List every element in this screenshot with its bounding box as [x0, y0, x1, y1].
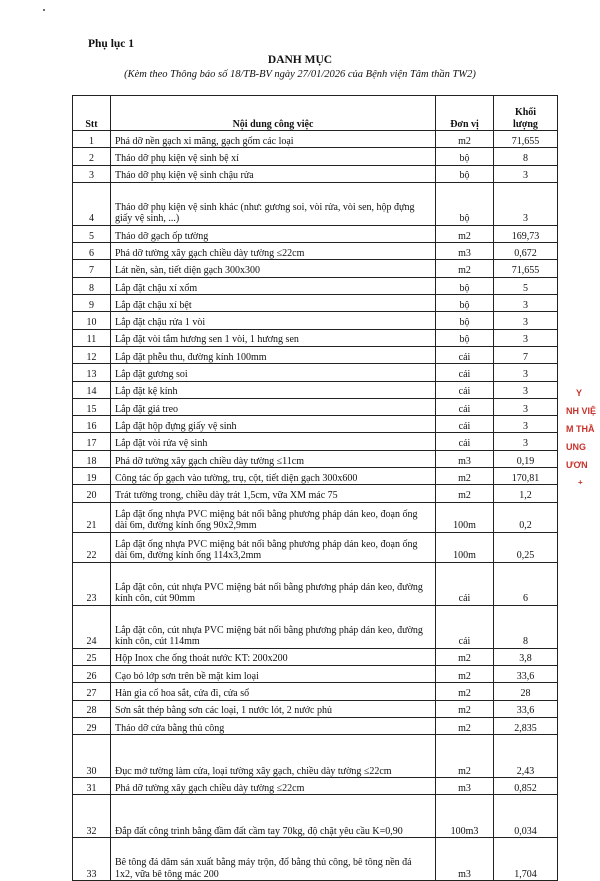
table-row — [73, 700, 558, 717]
row-unit: bộ — [436, 165, 494, 182]
row-quantity: 3 — [494, 433, 558, 450]
row-description: Phá dỡ nền gạch xi măng, gạch gốm các loại — [111, 131, 436, 148]
row-unit: 100m — [436, 502, 494, 532]
header-quantity-line2: lượng — [513, 118, 538, 130]
row-quantity: 169,73 — [494, 225, 558, 242]
row-quantity: 3 — [494, 398, 558, 415]
row-unit: m2 — [436, 648, 494, 665]
row-quantity: 3 — [494, 182, 558, 225]
stamp-text-line: UNG ƯƠN — [566, 442, 588, 470]
red-stamp-fragment — [566, 384, 600, 484]
row-description: Phá dỡ tường xây gạch chiều dày tường ≤22cm — [111, 243, 436, 260]
row-stt: 18 — [73, 450, 111, 467]
stamp-text-line: NH VIỆ — [566, 406, 597, 416]
row-stt: 17 — [73, 433, 111, 450]
row-description: Lắp đặt ống nhựa PVC miệng bát nối bằng phương pháp dán keo, đoạn ống dài 6m, đường kính ống 90x2,9mm — [111, 502, 436, 532]
row-stt: 3 — [73, 165, 111, 182]
row-stt: 13 — [73, 364, 111, 381]
row-description: Lắp đặt chậu xí xổm — [111, 277, 436, 294]
row-stt: 28 — [73, 700, 111, 717]
row-quantity: 1,2 — [494, 485, 558, 502]
row-stt: 1 — [73, 131, 111, 148]
table-row — [73, 562, 558, 605]
row-unit: m2 — [436, 665, 494, 682]
row-stt: 4 — [73, 182, 111, 225]
table-header-row — [73, 96, 558, 131]
header-quantity-line1: Khối — [514, 107, 537, 118]
row-quantity: 0,034 — [494, 795, 558, 838]
table-row — [73, 485, 558, 502]
row-stt: 2 — [73, 148, 111, 165]
table-row — [73, 665, 558, 682]
row-stt: 23 — [73, 562, 111, 605]
row-description: Hộp Inox che ống thoát nước KT: 200x200 — [111, 648, 436, 665]
table-row — [73, 795, 558, 838]
table-row — [73, 838, 558, 881]
row-description: Tháo dỡ gạch ốp tường — [111, 225, 436, 242]
header-quantity — [494, 96, 558, 131]
row-stt: 14 — [73, 381, 111, 398]
table-row — [73, 295, 558, 312]
row-stt: 19 — [73, 468, 111, 485]
row-stt: 22 — [73, 532, 111, 562]
row-description: Lắp đặt hộp đựng giấy vệ sinh — [111, 416, 436, 433]
table-row — [73, 165, 558, 182]
row-quantity: 3 — [494, 165, 558, 182]
row-unit: 100m — [436, 532, 494, 562]
header-unit: Đơn vị — [436, 96, 494, 131]
row-description: Tháo dỡ phụ kiện vệ sinh bệ xí — [111, 148, 436, 165]
row-stt: 32 — [73, 795, 111, 838]
row-quantity: 0,672 — [494, 243, 558, 260]
table-row — [73, 260, 558, 277]
row-description: Lắp đặt vòi rửa vệ sinh — [111, 433, 436, 450]
row-description: Lắp đặt côn, cút nhựa PVC miệng bát nối bằng phương pháp dán keo, đường kính côn, cút 90mm — [111, 562, 436, 605]
row-unit: bộ — [436, 329, 494, 346]
row-stt: 30 — [73, 735, 111, 778]
row-quantity: 3 — [494, 312, 558, 329]
row-stt: 5 — [73, 225, 111, 242]
table-row — [73, 717, 558, 734]
table-row — [73, 468, 558, 485]
row-description: Lắp đặt phễu thu, đường kính 100mm — [111, 346, 436, 363]
table-row — [73, 735, 558, 778]
row-description: Trát tường trong, chiều dày trát 1,5cm, vữa XM mác 75 — [111, 485, 436, 502]
row-stt: 33 — [73, 838, 111, 881]
row-unit: cái — [436, 364, 494, 381]
row-stt: 15 — [73, 398, 111, 415]
row-quantity: 3 — [494, 364, 558, 381]
row-stt: 11 — [73, 329, 111, 346]
table-row — [73, 148, 558, 165]
row-quantity: 33,6 — [494, 700, 558, 717]
row-unit: m2 — [436, 717, 494, 734]
table-row — [73, 277, 558, 294]
row-description: Phá dỡ tường xây gạch chiều dày tường ≤22cm — [111, 778, 436, 795]
row-description: Lắp đặt vòi tắm hương sen 1 vòi, 1 hương sen — [111, 329, 436, 346]
table-row — [73, 502, 558, 532]
table-row — [73, 683, 558, 700]
row-description: Đục mở tường làm cửa, loại tường xây gạch, chiều dày tường ≤22cm — [111, 735, 436, 778]
stamp-text-line: Y — [576, 388, 583, 398]
row-quantity: 3 — [494, 295, 558, 312]
row-unit: bộ — [436, 148, 494, 165]
row-unit: m2 — [436, 683, 494, 700]
table-row — [73, 312, 558, 329]
row-stt: 21 — [73, 502, 111, 532]
row-unit: cái — [436, 398, 494, 415]
row-description: Tháo dỡ phụ kiện vệ sinh khác (như: gương soi, vòi rửa, vòi sen, hộp đựng giấy vệ sinh, ...) — [111, 182, 436, 225]
row-unit: cái — [436, 562, 494, 605]
row-quantity: 5 — [494, 277, 558, 294]
table-row — [73, 243, 558, 260]
row-stt: 9 — [73, 295, 111, 312]
table-row — [73, 225, 558, 242]
table-row — [73, 450, 558, 467]
row-quantity: 3 — [494, 381, 558, 398]
table-row — [73, 182, 558, 225]
row-stt: 29 — [73, 717, 111, 734]
row-quantity: 170,81 — [494, 468, 558, 485]
row-unit: m2 — [436, 700, 494, 717]
row-quantity: 71,655 — [494, 260, 558, 277]
row-unit: cái — [436, 381, 494, 398]
row-description: Lắp đặt gương soi — [111, 364, 436, 381]
row-unit: 100m3 — [436, 795, 494, 838]
row-quantity: 2,835 — [494, 717, 558, 734]
row-unit: m3 — [436, 243, 494, 260]
row-quantity: 0,19 — [494, 450, 558, 467]
stamp-text-line: + — [578, 478, 583, 484]
row-stt: 27 — [73, 683, 111, 700]
table-row — [73, 346, 558, 363]
row-unit: m2 — [436, 735, 494, 778]
header-stt: Stt — [73, 96, 111, 131]
row-quantity: 71,655 — [494, 131, 558, 148]
row-description: Tháo dỡ phụ kiện vệ sinh chậu rửa — [111, 165, 436, 182]
row-unit: m3 — [436, 838, 494, 881]
row-quantity: 1,704 — [494, 838, 558, 881]
row-description: Hàn gia cố hoa sắt, cửa đi, cửa sổ — [111, 683, 436, 700]
row-quantity: 0,25 — [494, 532, 558, 562]
row-quantity: 2,43 — [494, 735, 558, 778]
table-row — [73, 381, 558, 398]
row-stt: 31 — [73, 778, 111, 795]
row-stt: 20 — [73, 485, 111, 502]
table-row — [73, 532, 558, 562]
row-unit: m3 — [436, 450, 494, 467]
row-stt: 26 — [73, 665, 111, 682]
row-unit: cái — [436, 605, 494, 648]
row-stt: 25 — [73, 648, 111, 665]
row-unit: m2 — [436, 468, 494, 485]
row-stt: 6 — [73, 243, 111, 260]
row-quantity: 3 — [494, 416, 558, 433]
row-unit: m2 — [436, 131, 494, 148]
row-quantity: 8 — [494, 605, 558, 648]
row-stt: 16 — [73, 416, 111, 433]
row-quantity: 0,852 — [494, 778, 558, 795]
row-quantity: 8 — [494, 148, 558, 165]
row-description: Lắp đặt giá treo — [111, 398, 436, 415]
row-description: Bê tông đá dăm sản xuất bằng máy trộn, đổ bằng thủ công, bê tông nền đá 1x2, vữa bê tông mác 200 — [111, 838, 436, 881]
document-title: DANH MỤC — [267, 54, 333, 66]
row-description: Lắp đặt côn, cút nhựa PVC miệng bát nối bằng phương pháp dán keo, đường kính côn, cút 114mm — [111, 605, 436, 648]
row-unit: cái — [436, 346, 494, 363]
row-unit: bộ — [436, 277, 494, 294]
table-row — [73, 364, 558, 381]
row-description: Lắp đặt chậu rửa 1 vòi — [111, 312, 436, 329]
table-row — [73, 648, 558, 665]
row-description: Lắp đặt kệ kính — [111, 381, 436, 398]
row-unit: m2 — [436, 260, 494, 277]
row-quantity: 3,8 — [494, 648, 558, 665]
row-description: Lát nền, sàn, tiết diện gạch 300x300 — [111, 260, 436, 277]
row-unit: bộ — [436, 182, 494, 225]
table-row — [73, 398, 558, 415]
row-stt: 10 — [73, 312, 111, 329]
row-stt: 24 — [73, 605, 111, 648]
row-quantity: 33,6 — [494, 665, 558, 682]
table-row — [73, 416, 558, 433]
table-row — [73, 433, 558, 450]
row-unit: cái — [436, 416, 494, 433]
row-quantity: 7 — [494, 346, 558, 363]
table-body — [73, 131, 558, 881]
row-unit: bộ — [436, 312, 494, 329]
row-quantity: 28 — [494, 683, 558, 700]
row-quantity: 6 — [494, 562, 558, 605]
table-row — [73, 605, 558, 648]
row-stt: 12 — [73, 346, 111, 363]
appendix-label: Phụ lục 1 — [88, 38, 135, 50]
row-description: Lắp đặt ống nhựa PVC miệng bát nối bằng phương pháp dán keo, đoạn ống dài 6m, đường kính ống 114x3,2mm — [111, 532, 436, 562]
row-stt: 7 — [73, 260, 111, 277]
header-description: Nội dung công việc — [111, 96, 436, 131]
row-description: Đắp đất công trình bằng đầm đất cầm tay 70kg, độ chặt yêu cầu K=0,90 — [111, 795, 436, 838]
row-description: Công tác ốp gạch vào tường, trụ, cột, tiết diện gạch 300x600 — [111, 468, 436, 485]
document-subtitle: (Kèm theo Thông báo số 18/TB-BV ngày 27/01/2026 của Bệnh viện Tâm thần TW2) — [124, 69, 476, 80]
row-description: Sơn sắt thép bằng sơn các loại, 1 nước lót, 2 nước phủ — [111, 700, 436, 717]
row-stt: 8 — [73, 277, 111, 294]
scan-speck — [43, 9, 45, 11]
row-unit: m3 — [436, 778, 494, 795]
row-quantity: 3 — [494, 329, 558, 346]
row-quantity: 0,2 — [494, 502, 558, 532]
row-description: Tháo dỡ cửa bằng thủ công — [111, 717, 436, 734]
row-unit: cái — [436, 433, 494, 450]
table-row — [73, 131, 558, 148]
table-row — [73, 329, 558, 346]
row-unit: m2 — [436, 485, 494, 502]
table-row — [73, 778, 558, 795]
row-description: Cạo bỏ lớp sơn trên bề mặt kim loại — [111, 665, 436, 682]
row-unit: bộ — [436, 295, 494, 312]
stamp-text-line: M THẦ — [566, 424, 595, 434]
row-unit: m2 — [436, 225, 494, 242]
row-description: Lắp đặt chậu xí bệt — [111, 295, 436, 312]
work-items-table — [72, 95, 558, 881]
row-description: Phá dỡ tường xây gạch chiều dày tường ≤11cm — [111, 450, 436, 467]
